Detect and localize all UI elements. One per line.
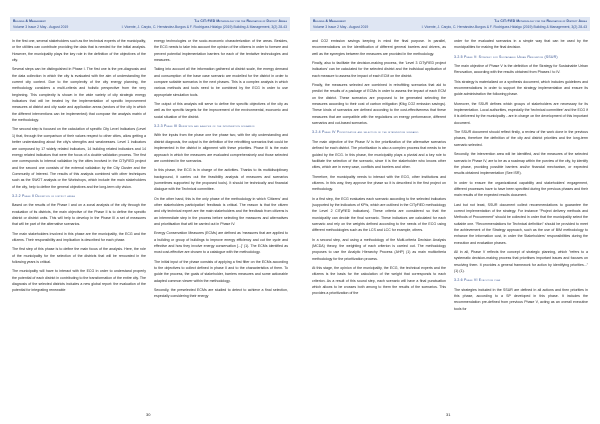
section-heading: 3.2.2 Phase II Definition of district areas <box>12 193 76 198</box>
paragraph: The output of this analysis will serve to define the specific objectives of the city as well as the specific targets for the improvement of the environmental, economic and social situation of the district. <box>154 102 288 119</box>
paragraph: The strategies included in the SSUR are defined in all actions and then priorities in this phase, according to a SP developed in this phase. It includes the recommendation pre-defined from previous Phase V, acting as an overall executive tools for <box>454 287 588 311</box>
paragraph: In the first one, several stakeholders such as the technical experts of the municipality, or the utilities can contribute providing the data that is needed for the initial analysis. However, the municipality plays the key role in the definition of the objectives of the city. <box>12 39 146 63</box>
paragraph: Last but not least, SSUR document collect recommendations to guarantee the correct implementation of the strategy. For instance "Project delivery methods and Methods of Procurement" should be collected in order that the municipality select the suitable one. "Recommendations for Technical definition" should be provided to meet the achievement of the Strategy approach, such as the use of BIM methodology to enhance the information cost, in order the Stakeholders' responsibilities during the execution and evaluation phases. <box>454 202 588 245</box>
paragraph: The main objective of the Phase IV is the prioritization of the alternative scenarios defined for each district. The prioritization is also a complex process that needs to be guided by the ECG. In this phase, the municipality plays a pivotal and a key role to facilitate the selection of the scenario, since it is the stakeholder who knows other cities, which are in every case, conflicts and barriers and other. <box>312 139 446 170</box>
paragraph: In this phase, the ECG is in charge of the activities. Thanks to its multidisciplinary background, it carries out the feasibility analysis of measures and scenarios (sometimes supported by the proposed tools). It should be technically and financial dialogue with the Technical committee. <box>154 168 288 192</box>
paragraph: The SSUR document should reflect firstly, a review of the work done in the previous phases, therefore the definition of the city and district priorities and the long-term scenario selected. <box>454 130 588 147</box>
paragraph: Secondly, the preselected ECMs are studied to detect to achieve a final selection, especially considering their energy <box>154 288 288 299</box>
paragraph: Energy Conservation Measures (ECMs) are defined as 'measures that are applied to a building or group of buildings to improve energy efficiency and cut the cycle and effective and how they involve energy conservation [...]' (1). The ECMs identified as most cost-effective are chosen to a catalogue with the methodology. <box>154 231 288 255</box>
paragraph: In a first step, the ECG evaluates each scenario according to the selected indicators (supported by the indicators of KPIs, which are outlined in the CITyFiED methodology the Level 2 CITyFiED indicators). These criteria are considered so that the municipality can decide the final scenario. These indicators are calculated for each scenario and rely on the weights defined according to the needs of the ECG using different methodologies such as the LCS and LCC for example, others. <box>312 196 446 233</box>
article-authors: I. Vicente, J. Carpio, C. Hernández-Burgos & F. Rodríguez-Hidalgo (2019) Building & Management, 3(2) 28-43 <box>121 25 287 29</box>
section-heading: 3.2.5 Phase V: Strategy for Sustainable Urban Renovation (SSUR) <box>454 54 558 59</box>
paragraph: Finally, also to facilitate the decision-making process, the 'Level 3 CITyFiED project indicators' can be calculated for the selected district and the individual application of each measure to assess the impact of each ECM on the district. <box>312 61 446 78</box>
paragraph: The first step of this phase is to define the main focus of the analysis. Here, the role of the municipality for the selection of the districts that will be renovated in the following years is critical. <box>12 247 146 264</box>
page-number: 31 <box>446 412 451 417</box>
running-header <box>310 17 590 31</box>
paragraph: Moreover, the SSUR defines which groups of stakeholders are necessary for its implementation. Local authorities, especially the 'technical committee' and the ECG if it is delivered by the municipality - are in charge on the development of this important document. <box>454 101 588 125</box>
section-heading: 3.2.6 Phase VI Execution plan <box>454 278 501 283</box>
paragraph: The municipality will have to interact with the ECG in order to understand properly the potential of each district in contributing to the transformation of the entire city. The diagnosis of the selected districts includes a new global report: the evaluation of the potential for integrating renewable <box>12 269 146 293</box>
paragraph: This strategy is materialized on a synthesis document, which includes guidelines and recommendations in order to support the strategy implementation and ensure its guide administration the following phase. <box>454 79 588 97</box>
journal-name: Building & Management <box>13 19 46 23</box>
text-column <box>12 38 146 297</box>
article-authors: I. Vicente, J. Carpio, C. Hernández-Burgos & F. Rodríguez-Hidalgo (2019) Building & Management, 3(2) 28-43 <box>421 25 587 29</box>
text-column <box>454 38 588 315</box>
paragraph: In order to ensure the organizational capability and stakeholders' engagement, different processes have to have been specified during the previous phases and their main results of the expected results document. <box>454 180 588 198</box>
paragraph: Secondly, the intervention area will be identified, and the measures of the selected scenario in Phase IV, are to be as a roadmap within the purview of the city, by identify the phase, providing possible barriers and/or financial mechanism, or expected results obtained implementation (See ISR). <box>454 152 588 176</box>
article-title: The CITyFiED Methodology for the Renovation of District Areas <box>494 19 587 23</box>
issue-info: Volume 3 Issue 2 May - August 2019 <box>13 25 69 29</box>
page-right <box>300 0 600 424</box>
paragraph: All in all, Phase V reflects the concept of strategic planning, which "refers to a systematic decision-making process that prioritises important issues and focuses on resolving them. It provides a general framework for action by identifying priorities..." (1) (1). <box>454 249 588 273</box>
journal-name: Building & Management <box>313 19 346 23</box>
paragraph: Several steps can be distinguished in Phase I. The first one is the pre-diagnosis and the data collection in which the city is evaluated with the aim of understanding the current city context. Due to the complexity of the city energy planning, the methodology considers a multi-criteria and holistic perspective from the very beginning. This complexity is shown in the wide variety of city strategic energy indicators that will be treated by the implementation of specific improvement measures at district and city scale and application areas (sectors of the city in which the different interventions can be implemented) that compose the analysis matrix of the methodology. <box>12 67 146 123</box>
paragraph: Based on the results of the Phase I and on a zonal analysis of the city through the evaluation of its districts, the main objective of the Phase II is to define the specific district or district units. This will help to develop in the Phase III a set of measures that will be part of the alternative scenarios. <box>12 203 146 227</box>
paragraph: The second step is focused on the calculation of specific City Level Indicators (Level 1) that, through the comparison of their values respect to other cities, allow getting a better understanding about the city's strengths and weaknesses. Level 1 indicators are composed by 17 widely related indicators, 14 building related indicators and 14 energy related indicators that were the focus of a double validation process. The first one corresponds to internal validation by the cities involved in the CITyFiED project and the second one consists of the external validation by the City Cluster and the Community of Interest. The results of this analysis combined with other techniques such as the SWOT analysis or the Workshops, which include the main stakeholders of the city, help to define the general objectives and the long-term city vision. <box>12 127 146 189</box>
running-header <box>10 17 290 31</box>
page-number: 30 <box>146 412 151 417</box>
article-title: The CITyFiED Methodology for the Renovation of District Areas <box>194 19 287 23</box>
text-column <box>312 38 446 300</box>
paragraph: energy technologies or the socio-economic characterization of the areas. Besides, the ECG needs to take into account the opinion of the citizens in order to foresee and prevent potential implementation barriers for each of the tentative technologies and measures. <box>154 39 288 63</box>
paragraph: With the inputs from the phase one the phase two, with the city understanding and district diagnosis, the output is the definition of the retrofitting scenarios that could be implemented in the district in alignment with these priorities. Phase III is the main approach in which the measures are evaluated comprehensively and those selected are combined in the scenarios. <box>154 133 288 163</box>
section-heading: 3.2.3 Phase III Definition and analysis of the intervention scenarios <box>154 124 255 129</box>
paragraph: The main stakeholders involved in this phase are the municipality, the ECG and the citizens. Their responsibility and implication is described for each phase. <box>12 231 146 242</box>
paragraph: and CO2 emission savings keeping in mind the final purpose. In parallel, recommendations on the identification of different general barriers and drivers, as well as the synergies between the measures are provided in the methodology. <box>312 39 446 56</box>
text-column <box>154 38 288 303</box>
paragraph: The main objective of Phase V is the definition of the Strategy for Sustainable Urban Renovation, according with the results obtained from Phases I to IV. <box>454 64 588 75</box>
paragraph: The initial input of the phase consists of applying a first filter on the ECMs according to the objectives to collect defined in phase II and to the characteristics of them. To guide the process, the goals of stakeholder, barriers measures and some actionable adapted common viewer within the methodology. <box>154 259 288 283</box>
paragraph: On the other hand, this is the only phase of the methodology in which 'Citizens' and other stakeholders participation' feedback is critical. The reason is that the citizen and city technical expert are the main stakeholders and the feedback from citizens is an intermediate step in the process before selecting the measures and alternatives and prioritisation that will be carried out in Phase IV. <box>154 196 288 226</box>
paragraph: Finally, the measures selected are combined in retrofitting scenarios that aid to predict the results of a package of ECMs in order to assess the impact of each ECM on the district. These scenarios are proposed to be generated selecting the measures according to their cost of carbon mitigation (€/kg CO2 emission savings). These kinds of scenarios are defined according to the cost-effectiveness that these measures that are compatible with the regulations on energy performance, different scenarios and cut-based scenarios. <box>312 83 446 126</box>
issue-info: Volume 3 Issue 2 May - August 2019 <box>313 25 369 29</box>
paragraph: order for the evaluated scenarios in a simple way that can be used by the municipalities for making the final decision. <box>454 39 588 50</box>
section-heading: 3.2.4 Phase IV Prioritization and selection of the intervention scenario <box>312 130 419 135</box>
paragraph: Taking into account all the information gathered at district scale, the energy demand and consumption of the base case scenario are modelled for the district in order to compare suitable scenarios in the next phases. This is a complex analysis in which various methods and tools need to be combined by the ECG in order to use appropriate simulation tools. <box>154 67 288 97</box>
paragraph: At this stage, the opinion of the municipality, the ECG, the technical experts and the citizens is the basis for the calculation of the weight that corresponds to each criterion. As a result of this sound step, each scenario will have a final punctuation which allows to be crosses both among to them the results of the scenarios. This provides a prioritization of the <box>312 266 446 296</box>
paragraph: Therefore, the municipality needs to interact with the ECG, other institutions and citizens. In this way, they approve the phase so it is described in the first project on methodology. <box>312 174 446 192</box>
paragraph: In a second step, and using a methodology of the Multi-criteria Decision Analysis (MCDA) theory, the weighting of each criterion is carried out. The methodology proposes to use the Analytic Hierarchy Process (AHP) (1) as main multicriteria methodology for the prioritization process. <box>312 237 446 261</box>
